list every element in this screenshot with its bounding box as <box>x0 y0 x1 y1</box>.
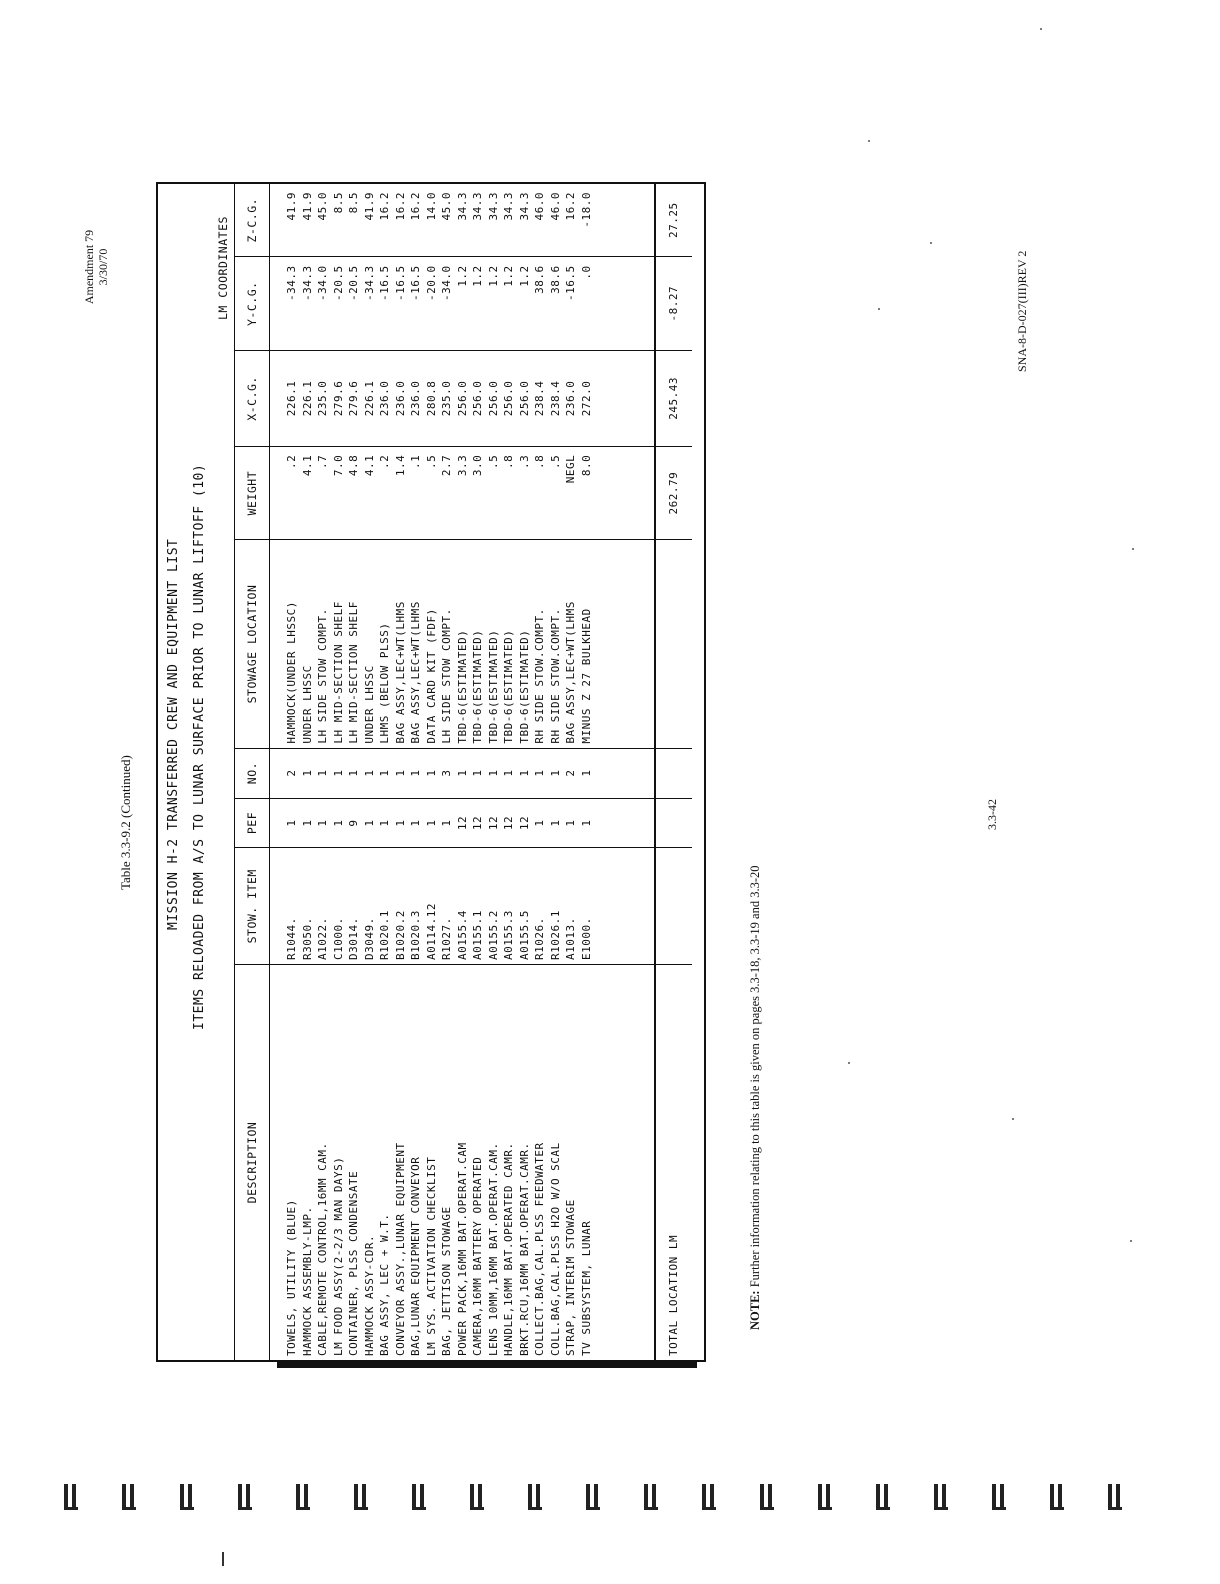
cell-no: 1 <box>362 748 378 798</box>
cell-y-cg: -34.3 <box>362 257 378 351</box>
amendment-label: Amendment 79 <box>82 229 96 305</box>
scan-speck <box>930 242 932 244</box>
cell-weight: NEGL <box>563 446 579 540</box>
cell-weight: .7 <box>315 446 331 540</box>
table-row <box>455 184 471 1360</box>
cell-description: BAG ASSY, LEC + W.T. <box>378 1213 391 1356</box>
cell-no: 2 <box>270 748 300 798</box>
cell-no: 2 <box>563 748 579 798</box>
cell-y-cg: -34.3 <box>270 257 300 351</box>
scan-speck <box>848 1062 850 1064</box>
cell-x-cg: 279.6 <box>346 351 362 447</box>
cell-pef: 1 <box>362 798 378 848</box>
cell-description: HAMMOCK ASSEMBLY-LMP. <box>300 1206 314 1356</box>
cell-description: BRKT.RCU,16MM BAT.OPERAT.CAMR. <box>517 1142 531 1356</box>
spacer-cell <box>594 351 655 447</box>
cell-z-cg: 41.9 <box>362 184 378 257</box>
scan-speck <box>1040 28 1042 30</box>
binding-mark-foot <box>64 1507 78 1510</box>
binding-mark <box>64 1484 76 1510</box>
cell-y-cg: -20.5 <box>331 257 347 351</box>
cell-x-cg: 236.0 <box>563 351 579 447</box>
cell-description: COLLECT.BAG,CAL.PLSS FEEDWATER <box>533 1142 546 1356</box>
cell-x-cg: 235.0 <box>315 351 331 447</box>
page-number: 3.3-42 <box>985 799 999 830</box>
cell-y-cg: 1.2 <box>517 257 533 351</box>
cell-no: 1 <box>486 748 502 798</box>
cell-pef: 1 <box>315 798 331 848</box>
cell-x-cg: 226.1 <box>270 351 300 447</box>
cell-no: 1 <box>393 748 409 798</box>
cell-stow-item: R1044. <box>270 848 300 965</box>
cell-stowage-location: LH SIDE STOW COMPT. <box>439 540 455 748</box>
cell-description: HAMMOCK ASSY-CDR. <box>362 1234 376 1356</box>
cell-y-cg: -20.0 <box>424 257 440 351</box>
equipment-table-frame <box>156 182 706 1362</box>
column-header-stow-item: STOW. ITEM <box>235 848 270 965</box>
amendment-block <box>82 212 110 322</box>
cell-z-cg: -18.0 <box>579 184 595 257</box>
table-row <box>548 184 564 1360</box>
table-row <box>424 184 440 1360</box>
spacer-cell <box>594 848 655 965</box>
spacer-cell <box>594 184 655 257</box>
cell-description: TV SUBSYSTEM, LUNAR <box>579 1220 593 1356</box>
cell-stowage-location: RH SIDE STOW.COMPT. <box>548 540 564 748</box>
cell-stow-item: R1026. <box>532 848 548 965</box>
binding-mark-foot <box>470 1507 484 1510</box>
cell-y-cg: 1.2 <box>501 257 517 351</box>
binding-mark <box>296 1484 308 1510</box>
cell-z-cg: 16.2 <box>393 184 409 257</box>
cell-z-cg: 34.3 <box>455 184 471 257</box>
cell-stowage-location: HAMMOCK(UNDER LHSSC) <box>270 540 300 748</box>
column-header-z-cg: Z-C.G. <box>235 184 270 257</box>
total-y-cg: -8.27 <box>655 257 692 351</box>
table-row <box>331 184 347 1360</box>
binding-mark <box>354 1484 366 1510</box>
scan-speck <box>878 308 880 310</box>
cell-y-cg: 1.2 <box>455 257 471 351</box>
total-x-cg: 245.43 <box>655 351 692 447</box>
binding-mark-foot <box>586 1507 600 1510</box>
cell-weight: .2 <box>270 446 300 540</box>
cell-x-cg: 280.8 <box>424 351 440 447</box>
cell-z-cg: 14.0 <box>424 184 440 257</box>
cell-x-cg: 256.0 <box>517 351 533 447</box>
total-location <box>655 540 692 748</box>
redaction-bar <box>277 1361 697 1368</box>
spacer-cell <box>594 257 655 351</box>
cell-stow-item: A0155.1 <box>470 848 486 965</box>
scan-speck <box>1012 1118 1014 1120</box>
cell-stow-item: D3049. <box>362 848 378 965</box>
table-subtitle: ITEMS RELOADED FROM A/S TO LUNAR SURFACE PRIOR TO LUNAR LIFTOFF (10) <box>192 463 207 1030</box>
cell-description: POWER PACK,16MM BAT.OPERAT.CAM <box>455 1142 469 1356</box>
binding-mark <box>180 1484 192 1510</box>
cell-no: 1 <box>548 748 564 798</box>
cell-description: CONVEYOR ASSY.,LUNAR EQUIPMENT <box>393 1142 407 1356</box>
total-weight: 262.79 <box>655 446 692 540</box>
column-header-x-cg: X-C.G. <box>235 351 270 447</box>
cell-stowage-location: LHMS (BELOW PLSS) <box>377 540 393 748</box>
table-row <box>439 184 455 1360</box>
cell-z-cg: 34.3 <box>486 184 502 257</box>
cell-description: CABLE,REMOTE CONTROL,16MM CAM. <box>316 1142 329 1356</box>
cell-stowage-location: UNDER LHSSC <box>300 540 316 748</box>
cell-stowage-location: UNDER LHSSC <box>362 540 378 748</box>
cell-pef: 1 <box>331 798 347 848</box>
table-row <box>563 184 579 1360</box>
table-spacer-row <box>594 184 655 1360</box>
cell-stow-item: A1013. <box>563 848 579 965</box>
cell-x-cg: 226.1 <box>300 351 316 447</box>
cell-z-cg: 41.9 <box>300 184 316 257</box>
cell-stowage-location: DATA CARD KIT (FDF) <box>424 540 440 748</box>
cell-weight: .1 <box>408 446 424 540</box>
cell-stow-item: B1020.3 <box>408 848 424 965</box>
cell-z-cg: 41.9 <box>270 184 300 257</box>
equipment-table <box>234 184 692 1360</box>
table-row <box>579 184 595 1360</box>
cell-no: 1 <box>377 748 393 798</box>
scan-speck <box>1132 548 1134 550</box>
cell-pef: 1 <box>579 798 595 848</box>
cell-description: COLL.BAG,CAL.PLSS H2O W/O SCAL <box>548 1142 562 1356</box>
table-row <box>408 184 424 1360</box>
cell-stow-item: A0155.3 <box>501 848 517 965</box>
table-row <box>517 184 533 1360</box>
cell-stowage-location: TBD-6(ESTIMATED) <box>517 540 533 748</box>
binding-marks-strip <box>0 1470 1220 1520</box>
cell-stow-item: A0155.2 <box>486 848 502 965</box>
binding-mark <box>1108 1484 1120 1510</box>
cell-no: 1 <box>331 748 347 798</box>
cell-description: TOWELS, UTILITY (BLUE) <box>285 1199 298 1356</box>
cell-stow-item: A0155.4 <box>455 848 471 965</box>
table-caption: Table 3.3-9.2 (Continued) <box>118 755 133 890</box>
cell-stow-item: E1000. <box>579 848 595 965</box>
cell-stow-item: D3014. <box>346 848 362 965</box>
cell-stowage-location: TBD-6(ESTIMATED) <box>455 540 471 748</box>
binding-mark-foot <box>238 1507 252 1510</box>
cell-stow-item: A0155.5 <box>517 848 533 965</box>
note-label: NOTE: <box>748 1290 762 1330</box>
cell-pef: 1 <box>300 798 316 848</box>
cell-no: 3 <box>439 748 455 798</box>
cell-description: CONTAINER, PLSS CONDENSATE <box>347 1170 360 1356</box>
total-pef <box>655 798 692 848</box>
cell-no: 1 <box>470 748 486 798</box>
note-text: Further information relating to this table is given on pages 3.3-18, 3.3-19 and 3.3-20 <box>748 865 762 1288</box>
cell-pef: 1 <box>563 798 579 848</box>
cell-z-cg: 34.3 <box>517 184 533 257</box>
binding-mark-foot <box>702 1507 716 1510</box>
binding-mark-foot <box>122 1507 136 1510</box>
binding-mark <box>238 1484 250 1510</box>
cell-description: LENS 10MM,16MM BAT.OPERAT.CAM. <box>486 1142 500 1356</box>
cell-no: 1 <box>501 748 517 798</box>
cell-x-cg: 236.0 <box>377 351 393 447</box>
cell-y-cg: -16.5 <box>563 257 579 351</box>
table-row <box>501 184 517 1360</box>
cell-stowage-location: RH SIDE STOW.COMPT. <box>532 540 548 748</box>
spacer-cell <box>594 748 655 798</box>
binding-mark-foot <box>296 1507 310 1510</box>
cell-stowage-location: TBD-6(ESTIMATED) <box>470 540 486 748</box>
cell-description: HANDLE,16MM BAT.OPERATED CAMR. <box>502 1142 515 1356</box>
cell-z-cg: 16.2 <box>563 184 579 257</box>
cell-no: 1 <box>424 748 440 798</box>
binding-mark <box>992 1484 1004 1510</box>
scan-tick-mark <box>222 1552 224 1566</box>
spacer-cell <box>594 446 655 540</box>
cell-pef: 1 <box>270 798 300 848</box>
cell-no: 1 <box>300 748 316 798</box>
binding-mark-foot <box>180 1507 194 1510</box>
cell-y-cg: -34.0 <box>315 257 331 351</box>
binding-mark-foot <box>412 1507 426 1510</box>
binding-mark-foot <box>528 1507 542 1510</box>
amendment-date: 3/30/70 <box>96 248 110 286</box>
cell-weight: .3 <box>517 446 533 540</box>
cell-pef: 1 <box>532 798 548 848</box>
spacer-cell <box>594 540 655 748</box>
cell-pef: 1 <box>424 798 440 848</box>
binding-mark-foot <box>644 1507 658 1510</box>
cell-description: CAMERA,16MM BATTERY OPERATED <box>471 1156 484 1356</box>
cell-no: 1 <box>517 748 533 798</box>
binding-mark-foot <box>992 1507 1006 1510</box>
cell-weight: 4.1 <box>300 446 316 540</box>
cell-stowage-location: LH MID-SECTION SHELF <box>346 540 362 748</box>
spacer-cell <box>594 798 655 848</box>
cell-pef: 1 <box>377 798 393 848</box>
cell-z-cg: 16.2 <box>408 184 424 257</box>
cell-x-cg: 256.0 <box>470 351 486 447</box>
cell-stowage-location: LH SIDE STOW COMPT. <box>315 540 331 748</box>
cell-description: BAG,LUNAR EQUIPMENT CONVEYOR <box>409 1156 422 1356</box>
cell-x-cg: 272.0 <box>579 351 595 447</box>
cell-y-cg: -16.5 <box>408 257 424 351</box>
cell-stow-item: R3050. <box>300 848 316 965</box>
cell-z-cg: 34.3 <box>470 184 486 257</box>
cell-z-cg: 8.5 <box>346 184 362 257</box>
cell-pef: 1 <box>408 798 424 848</box>
cell-y-cg: -20.5 <box>346 257 362 351</box>
binding-mark <box>818 1484 830 1510</box>
binding-mark-foot <box>818 1507 832 1510</box>
cell-pef: 1 <box>548 798 564 848</box>
binding-mark <box>702 1484 714 1510</box>
cell-y-cg: 1.2 <box>470 257 486 351</box>
cell-y-cg: .0 <box>579 257 595 351</box>
cell-weight: 7.0 <box>331 446 347 540</box>
table-title: MISSION H-2 TRANSFERRED CREW AND EQUIPMENT LIST <box>166 538 181 930</box>
table-row <box>470 184 486 1360</box>
scan-speck <box>868 140 870 142</box>
cell-description: LM FOOD ASSY(2-2/3 MAN DAYS) <box>331 1156 345 1356</box>
cell-pef: 12 <box>517 798 533 848</box>
cell-x-cg: 235.0 <box>439 351 455 447</box>
binding-mark-foot <box>1050 1507 1064 1510</box>
column-header-no: NO. <box>235 748 270 798</box>
binding-mark-foot <box>1108 1507 1122 1510</box>
cell-stow-item: A1022. <box>315 848 331 965</box>
binding-mark <box>528 1484 540 1510</box>
cell-z-cg: 45.0 <box>439 184 455 257</box>
cell-z-cg: 46.0 <box>532 184 548 257</box>
cell-weight: 4.1 <box>362 446 378 540</box>
table-row <box>300 184 316 1360</box>
binding-mark-foot <box>934 1507 948 1510</box>
cell-weight: 2.7 <box>439 446 455 540</box>
table-header-row <box>235 184 270 1360</box>
binding-mark-foot <box>876 1507 890 1510</box>
cell-no: 1 <box>346 748 362 798</box>
cell-pef: 9 <box>346 798 362 848</box>
cell-y-cg: 1.2 <box>486 257 502 351</box>
cell-stow-item: R1020.1 <box>377 848 393 965</box>
column-header-stowage-location: STOWAGE LOCATION <box>235 540 270 748</box>
total-row <box>655 184 692 1360</box>
table-row <box>362 184 378 1360</box>
cell-z-cg: 46.0 <box>548 184 564 257</box>
table-row <box>486 184 502 1360</box>
cell-weight: .8 <box>501 446 517 540</box>
column-header-pef: PEF <box>235 798 270 848</box>
cell-x-cg: 279.6 <box>331 351 347 447</box>
cell-stowage-location: BAG ASSY,LEC+WT(LHMS <box>408 540 424 748</box>
cell-weight: 4.8 <box>346 446 362 540</box>
cell-z-cg: 16.2 <box>377 184 393 257</box>
total-stow-item <box>655 848 692 965</box>
binding-mark <box>644 1484 656 1510</box>
cell-no: 1 <box>579 748 595 798</box>
cell-z-cg: 45.0 <box>315 184 331 257</box>
cell-y-cg: 38.6 <box>532 257 548 351</box>
cell-no: 1 <box>532 748 548 798</box>
cell-weight: 3.3 <box>455 446 471 540</box>
column-header-description: DESCRIPTION <box>235 965 270 1360</box>
cell-x-cg: 238.4 <box>548 351 564 447</box>
table-note <box>748 865 763 1330</box>
cell-stow-item: R1026.1 <box>548 848 564 965</box>
table-row <box>346 184 362 1360</box>
cell-description: STRAP, INTERIM STOWAGE <box>564 1199 577 1356</box>
document-id: SNA-8-D-027(III)REV 2 <box>1015 250 1029 372</box>
cell-y-cg: -16.5 <box>393 257 409 351</box>
cell-pef: 12 <box>470 798 486 848</box>
binding-mark <box>412 1484 424 1510</box>
binding-mark <box>876 1484 888 1510</box>
cell-weight: .5 <box>548 446 564 540</box>
cell-y-cg: -16.5 <box>377 257 393 351</box>
cell-x-cg: 236.0 <box>393 351 409 447</box>
table-row <box>377 184 393 1360</box>
cell-weight: 8.0 <box>579 446 595 540</box>
cell-no: 1 <box>455 748 471 798</box>
cell-y-cg: 38.6 <box>548 257 564 351</box>
cell-stowage-location: TBD-6(ESTIMATED) <box>501 540 517 748</box>
table-row <box>393 184 409 1360</box>
cell-pef: 12 <box>455 798 471 848</box>
table-row <box>532 184 548 1360</box>
binding-mark-foot <box>760 1507 774 1510</box>
cell-z-cg: 8.5 <box>331 184 347 257</box>
binding-mark <box>760 1484 772 1510</box>
binding-mark <box>934 1484 946 1510</box>
cell-pef: 12 <box>486 798 502 848</box>
binding-mark <box>1050 1484 1062 1510</box>
cell-stow-item: B1020.2 <box>393 848 409 965</box>
cell-stow-item: R1027. <box>439 848 455 965</box>
cell-weight: .5 <box>424 446 440 540</box>
table-row <box>315 184 331 1360</box>
spacer-cell <box>594 965 655 1360</box>
total-no <box>655 748 692 798</box>
cell-z-cg: 34.3 <box>501 184 517 257</box>
column-header-y-cg: Y-C.G. <box>235 257 270 351</box>
binding-mark <box>122 1484 134 1510</box>
table-body <box>270 184 656 1360</box>
cell-weight: .8 <box>532 446 548 540</box>
scan-speck <box>1130 1240 1132 1242</box>
cell-stowage-location: BAG ASSY,LEC+WT(LHMS <box>563 540 579 748</box>
cell-weight: 3.0 <box>470 446 486 540</box>
cell-x-cg: 226.1 <box>362 351 378 447</box>
cell-x-cg: 256.0 <box>486 351 502 447</box>
table-row <box>270 184 300 1360</box>
binding-mark <box>470 1484 482 1510</box>
cell-pef: 1 <box>439 798 455 848</box>
cell-stow-item: A0114.12 <box>424 848 440 965</box>
cell-pef: 12 <box>501 798 517 848</box>
total-label: TOTAL LOCATION LM <box>655 965 692 1360</box>
cell-description: LM SYS. ACTIVATION CHECKLIST <box>424 1156 438 1356</box>
cell-x-cg: 236.0 <box>408 351 424 447</box>
cell-weight: 1.4 <box>393 446 409 540</box>
cell-stowage-location: LH MID-SECTION SHELF <box>331 540 347 748</box>
coordinates-heading: LM COORDINATES <box>216 216 230 320</box>
cell-stowage-location: TBD-6(ESTIMATED) <box>486 540 502 748</box>
cell-description: BAG, JETTISON STOWAGE <box>440 1206 453 1356</box>
cell-x-cg: 238.4 <box>532 351 548 447</box>
cell-x-cg: 256.0 <box>455 351 471 447</box>
cell-no: 1 <box>408 748 424 798</box>
binding-mark <box>586 1484 598 1510</box>
cell-y-cg: -34.0 <box>439 257 455 351</box>
cell-no: 1 <box>315 748 331 798</box>
cell-weight: .2 <box>377 446 393 540</box>
cell-stowage-location: BAG ASSY,LEC+WT(LHMS <box>393 540 409 748</box>
binding-mark-foot <box>354 1507 368 1510</box>
cell-pef: 1 <box>393 798 409 848</box>
total-z-cg: 27.25 <box>655 184 692 257</box>
cell-stowage-location: MINUS Z 27 BULKHEAD <box>579 540 595 748</box>
cell-y-cg: -34.3 <box>300 257 316 351</box>
column-header-weight: WEIGHT <box>235 446 270 540</box>
cell-x-cg: 256.0 <box>501 351 517 447</box>
cell-weight: .5 <box>486 446 502 540</box>
cell-stow-item: C1000. <box>331 848 347 965</box>
